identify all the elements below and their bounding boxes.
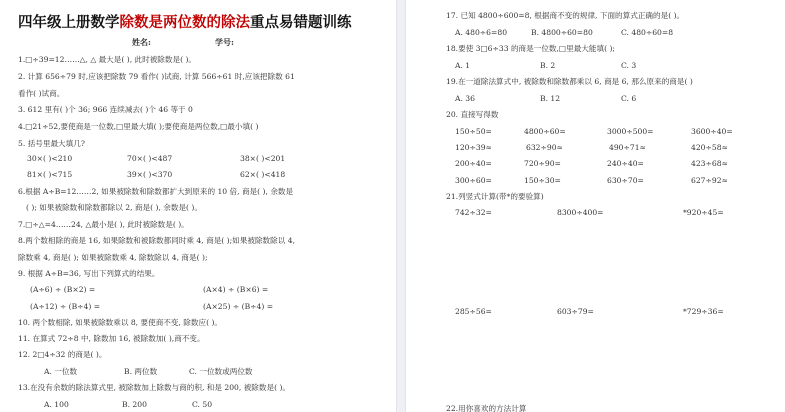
question-4: 4.□21÷52,要使商是一位数,□里最大填( );要使商是两位数,□最小填( ) bbox=[18, 122, 259, 131]
q20-item: 200÷40= bbox=[455, 159, 492, 168]
q9-item: (A÷12) ÷ (B÷4) = bbox=[30, 302, 101, 311]
q19-option: B. 12 bbox=[540, 94, 561, 103]
document-title bbox=[18, 11, 352, 32]
q5-item: 81×( )<715 bbox=[27, 170, 73, 179]
q18-option: C. 3 bbox=[621, 61, 637, 70]
q5-item: 70×( )<487 bbox=[127, 154, 173, 163]
page-right bbox=[406, 0, 785, 412]
question-6-cont: ( ); 如果被除数和除数都除以 2, 商是( ), 余数是( )。 bbox=[26, 203, 202, 212]
question-6: 6.根据 A÷B=12……2, 如果被除数和除数都扩大到原来的 10 倍, 商是( ), 余数是 bbox=[18, 187, 294, 196]
question-17: 17. 已知 4800÷600=8, 根据商不变的规律, 下面的算式正确的是( )。 bbox=[446, 11, 685, 20]
question-8-cont: 除数乘 4, 商是( ); 如果被除数乘 4, 除数除以 4, 商是( ); bbox=[18, 253, 208, 262]
q21-item: *920÷45= bbox=[683, 208, 724, 217]
q20-item: 150÷30= bbox=[524, 176, 561, 185]
question-13: 13.在没有余数的除法算式里, 被除数加上除数与商的积, 和是 200, 被除数是( )。 bbox=[18, 383, 291, 392]
q17-option: C. 480÷60=8 bbox=[621, 28, 674, 37]
q20-item: 4800÷60= bbox=[524, 127, 566, 136]
question-19: 19.在一道除法算式中, 被除数和除数都乘以 6, 商是 6, 那么原来的商是( ) bbox=[446, 77, 693, 86]
q21-item: 8300÷400= bbox=[557, 208, 604, 217]
q20-item: 720÷90= bbox=[524, 159, 561, 168]
q12-option: C. 一位数或两位数 bbox=[189, 367, 253, 376]
q9-item: (A×25) ÷ (B÷4) = bbox=[203, 302, 274, 311]
question-22: 22.用你喜欢的方法计算 bbox=[446, 404, 527, 412]
q5-item: 30×( )<210 bbox=[27, 154, 73, 163]
q13-option: C. 50 bbox=[192, 400, 213, 409]
q13-option: B. 200 bbox=[122, 400, 147, 409]
id-label: 学号: bbox=[215, 37, 234, 47]
q9-item: (A÷6) ÷ (B×2) = bbox=[30, 285, 96, 294]
q20-item: 632÷90≈ bbox=[526, 143, 563, 152]
name-label: 姓名: bbox=[132, 37, 151, 47]
q21-item: 742÷32= bbox=[455, 208, 492, 217]
q19-option: C. 6 bbox=[621, 94, 637, 103]
q20-item: 150÷50= bbox=[455, 127, 492, 136]
question-18: 18.要使 3□6÷33 的商是一位数,□里最大能填( ); bbox=[446, 44, 615, 53]
question-7: 7.□÷△=4……24, △最小是( ), 此时被除数是( )。 bbox=[18, 220, 189, 229]
q20-item: 300÷60= bbox=[455, 176, 492, 185]
title-part1: 四年级上册数学 bbox=[18, 15, 120, 31]
question-10: 10. 两个数相除, 如果被除数乘以 8, 要使商不变, 除数应( )。 bbox=[18, 318, 223, 327]
q17-option: B. 4800÷60=80 bbox=[531, 28, 593, 37]
question-8: 8.两个数相除的商是 16, 如果除数和被除数都同时乘 4, 商是( );如果被除数除以 4, bbox=[18, 236, 295, 245]
question-2-cont: 看作( )试商。 bbox=[18, 89, 65, 98]
q21-item: 603÷79= bbox=[557, 307, 594, 316]
q17-option: A. 480÷6=80 bbox=[455, 28, 508, 37]
q5-item: 39×( )<370 bbox=[127, 170, 173, 179]
q12-option: B. 两位数 bbox=[124, 367, 158, 376]
question-3: 3. 612 里有( )个 36; 966 连续减去( )个 46 等于 0 bbox=[18, 105, 193, 114]
question-11: 11. 在算式 72÷8 中, 除数加 16, 被除数加( ),商不变。 bbox=[18, 334, 205, 343]
question-12: 12. 2□4÷32 的商是( )。 bbox=[18, 350, 107, 359]
q20-item: 3000÷500= bbox=[607, 127, 654, 136]
q12-option: A. 一位数 bbox=[44, 367, 78, 376]
q19-option: A. 36 bbox=[455, 94, 475, 103]
q21-item: *729÷36= bbox=[683, 307, 724, 316]
q20-item: 120÷39≈ bbox=[455, 143, 492, 152]
question-5: 5. 括号里最大填几? bbox=[18, 139, 85, 148]
q20-item: 3600÷40= bbox=[691, 127, 733, 136]
page-separator bbox=[396, 0, 406, 412]
question-20: 20. 直接写得数 bbox=[446, 110, 499, 119]
q20-item: 490÷71≈ bbox=[609, 143, 646, 152]
q5-item: 62×( )<418 bbox=[240, 170, 286, 179]
q21-item: 285÷56= bbox=[455, 307, 492, 316]
q5-item: 38×( )<201 bbox=[240, 154, 286, 163]
q20-item: 240÷40= bbox=[607, 159, 644, 168]
title-highlight: 除数是两位数的除法 bbox=[119, 15, 250, 31]
question-1: 1.□÷39=12……△, △ 最大是( ), 此时被除数是( )。 bbox=[18, 55, 197, 64]
q13-option: A. 100 bbox=[44, 400, 69, 409]
q18-option: B. 2 bbox=[540, 61, 556, 70]
q18-option: A. 1 bbox=[455, 61, 471, 70]
q20-item: 423÷68≈ bbox=[691, 159, 728, 168]
q9-item: (A×4) ÷ (B×6) = bbox=[203, 285, 269, 294]
question-2: 2. 计算 656÷79 时,应该把除数 79 看作( )试商, 计算 566÷61 时,应该把除数 61 bbox=[18, 72, 295, 81]
title-part2: 重点易错题训练 bbox=[250, 15, 352, 31]
q20-item: 630÷70= bbox=[607, 176, 644, 185]
question-9: 9. 根据 A÷B=36, 写出下列算式的结果。 bbox=[18, 269, 160, 278]
question-21: 21.列竖式计算(带*的要验算) bbox=[446, 192, 544, 201]
q20-item: 420÷58≈ bbox=[691, 143, 728, 152]
q20-item: 627÷92≈ bbox=[691, 176, 728, 185]
